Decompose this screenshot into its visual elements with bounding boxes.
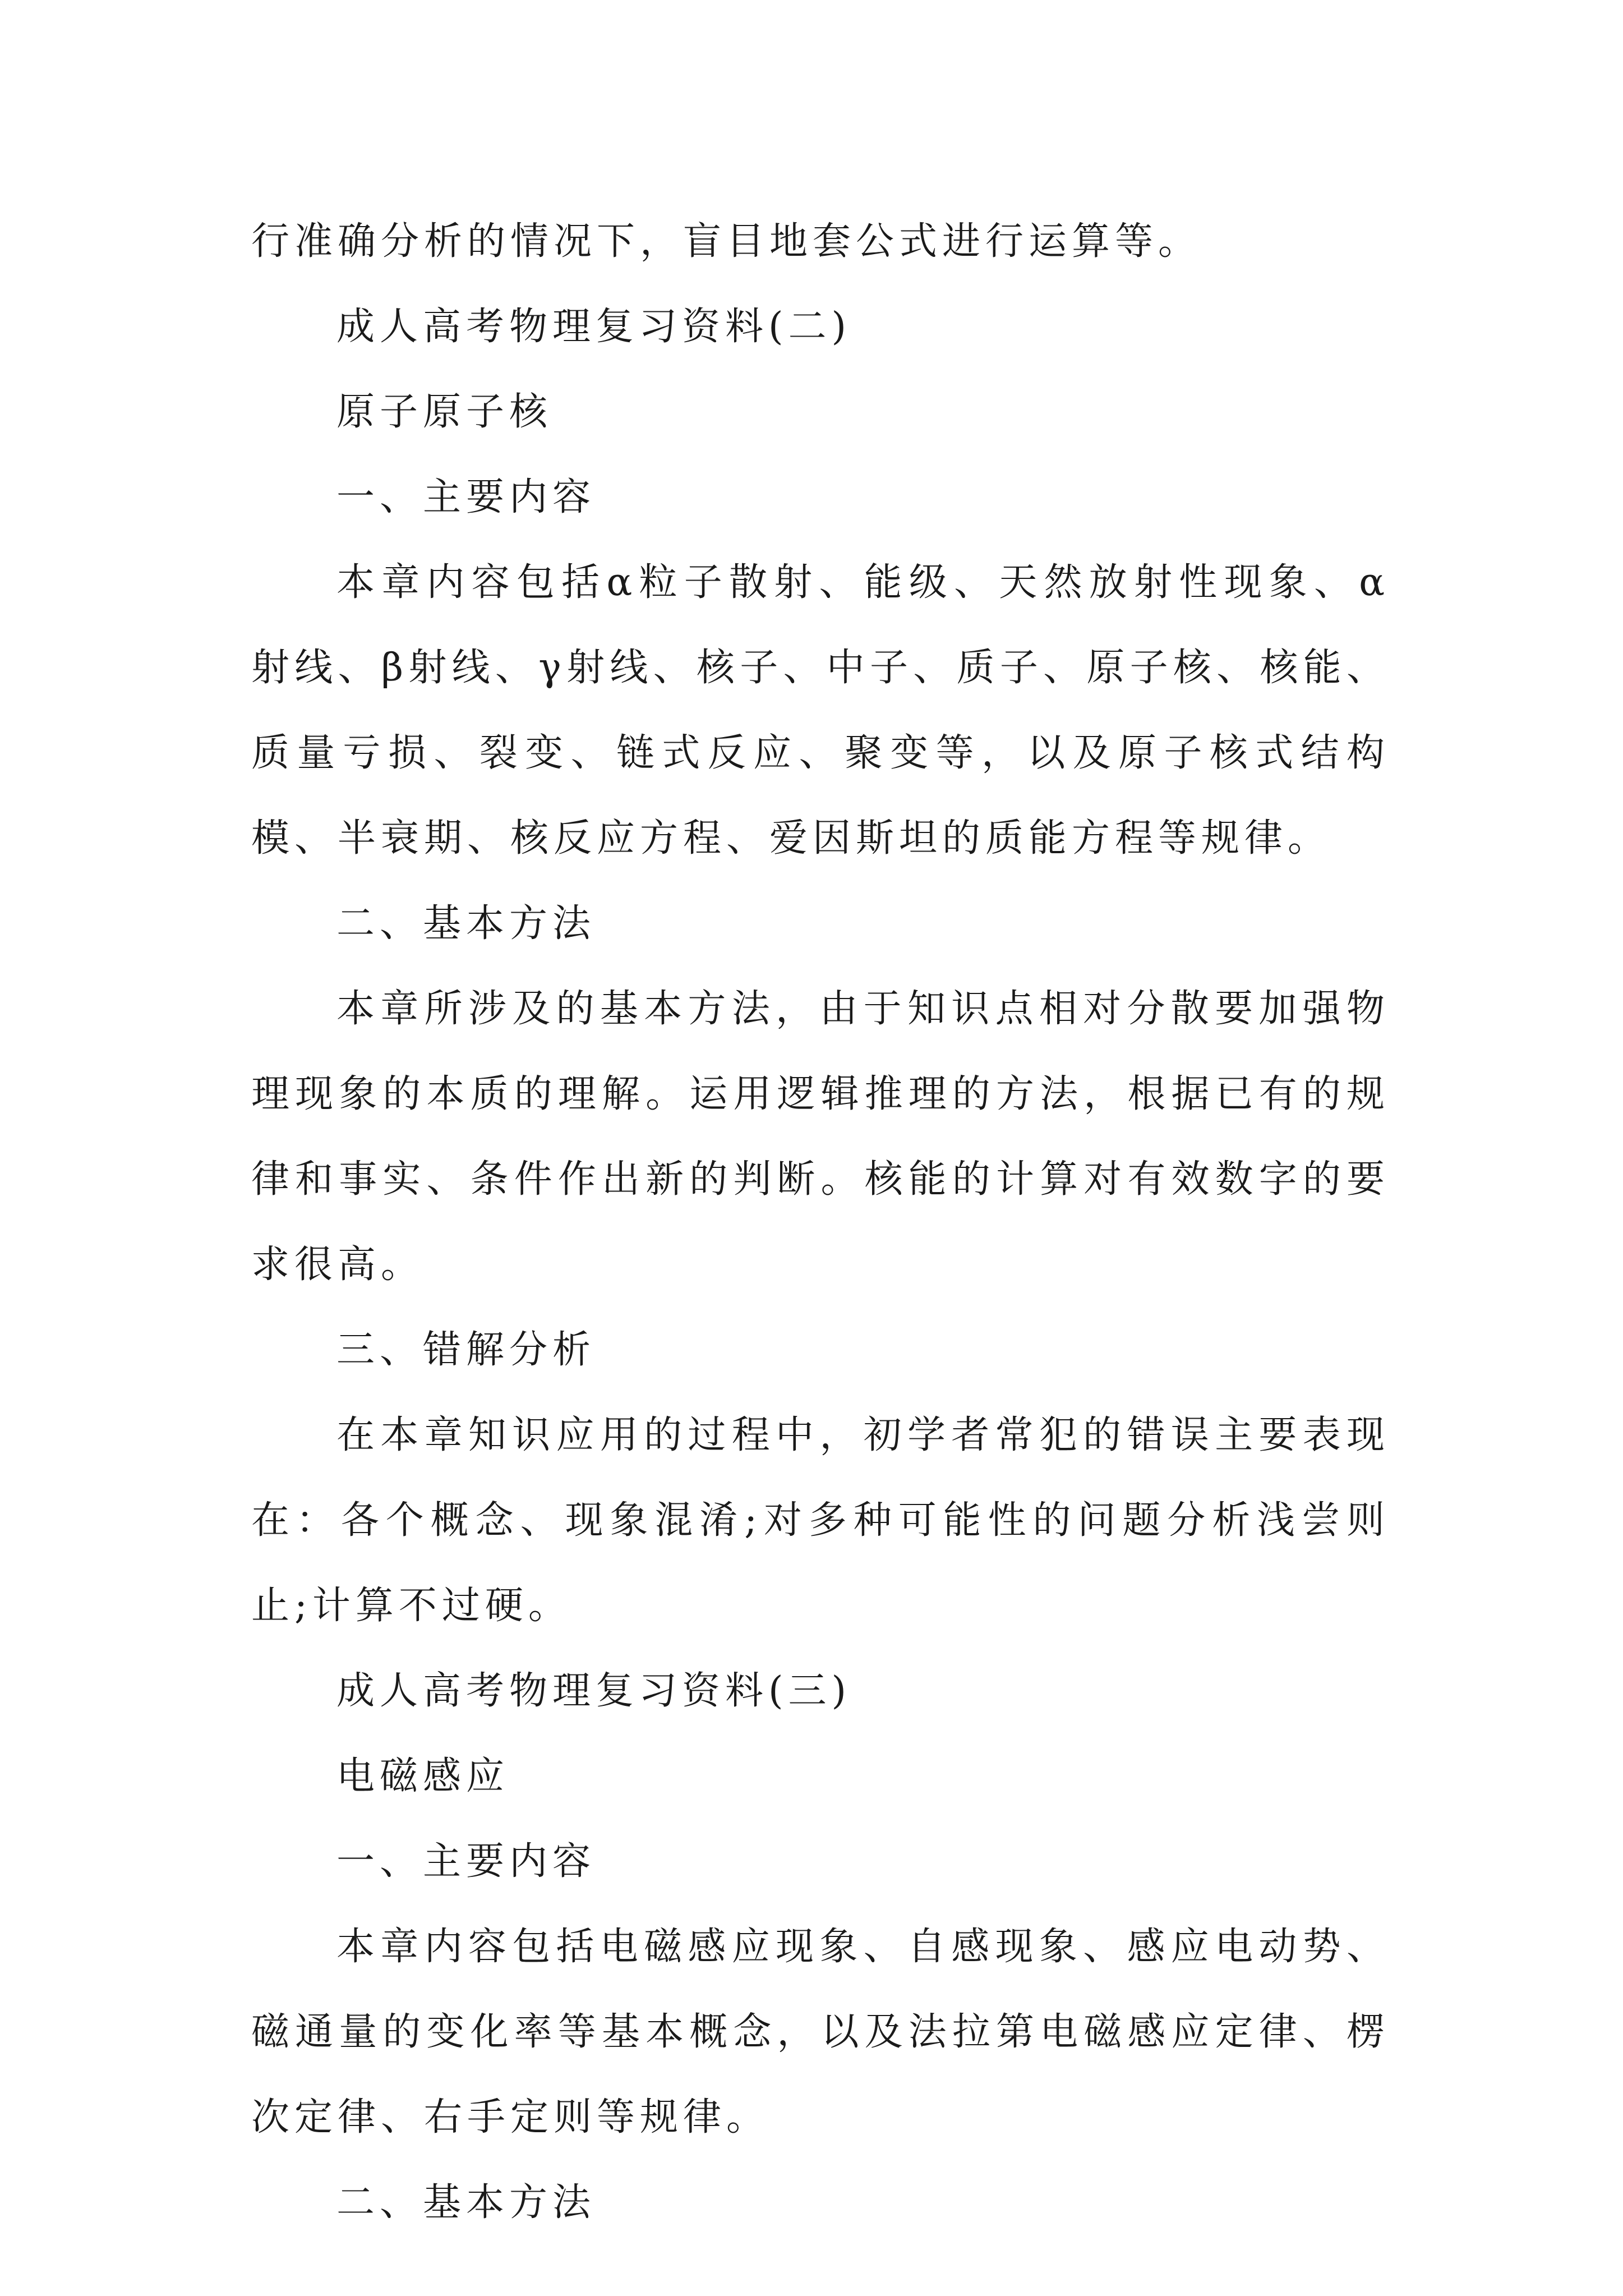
paragraph-main-content-2: 本章内容包括电磁感应现象、自感现象、感应电动势、磁通量的变化率等基本概念，以及法拉第电磁感应定律、楞次定律、右手定则等规律。 [251, 1925, 1390, 2139]
document-body [251, 199, 1390, 2246]
section-title-2: 成人高考物理复习资料(二) [336, 305, 852, 349]
subheading-error-analysis: 三、错解分析 [336, 1328, 596, 1372]
paragraph-main-content: 本章内容包括α粒子散射、能级、天然放射性现象、α射线、β射线、γ射线、核子、中子、质子、原子核、核能、质量亏损、裂变、链式反应、聚变等，以及原子核式结构模、半衰期、核反应方程、爱因斯坦的质能方程等规律。 [251, 560, 1390, 861]
paragraph-error-analysis: 在本章知识应用的过程中，初学者常犯的错误主要表现在：各个概念、现象混淆;对多种可能性的问题分析浅尝则止;计算不过硬。 [251, 1413, 1390, 1628]
section-title-3: 成人高考物理复习资料(三) [336, 1669, 852, 1713]
chapter-title-electromagnetic-induction: 电磁感应 [336, 1754, 510, 1798]
subheading-basic-method: 二、基本方法 [336, 901, 596, 946]
paragraph-continuation: 行准确分析的情况下，盲目地套公式进行运算等。 [251, 219, 1202, 264]
paragraph-basic-method: 本章所涉及的基本方法，由于知识点相对分散要加强物理现象的本质的理解。运用逻辑推理的方法，根据已有的规律和事实、条件作出新的判断。核能的计算对有效数字的要求很高。 [251, 987, 1390, 1287]
subheading-main-content: 一、主要内容 [336, 475, 596, 519]
subheading-basic-method-2: 二、基本方法 [336, 2180, 596, 2225]
chapter-title-atom-nucleus: 原子原子核 [336, 390, 553, 434]
subheading-main-content-2: 一、主要内容 [336, 1839, 596, 1884]
